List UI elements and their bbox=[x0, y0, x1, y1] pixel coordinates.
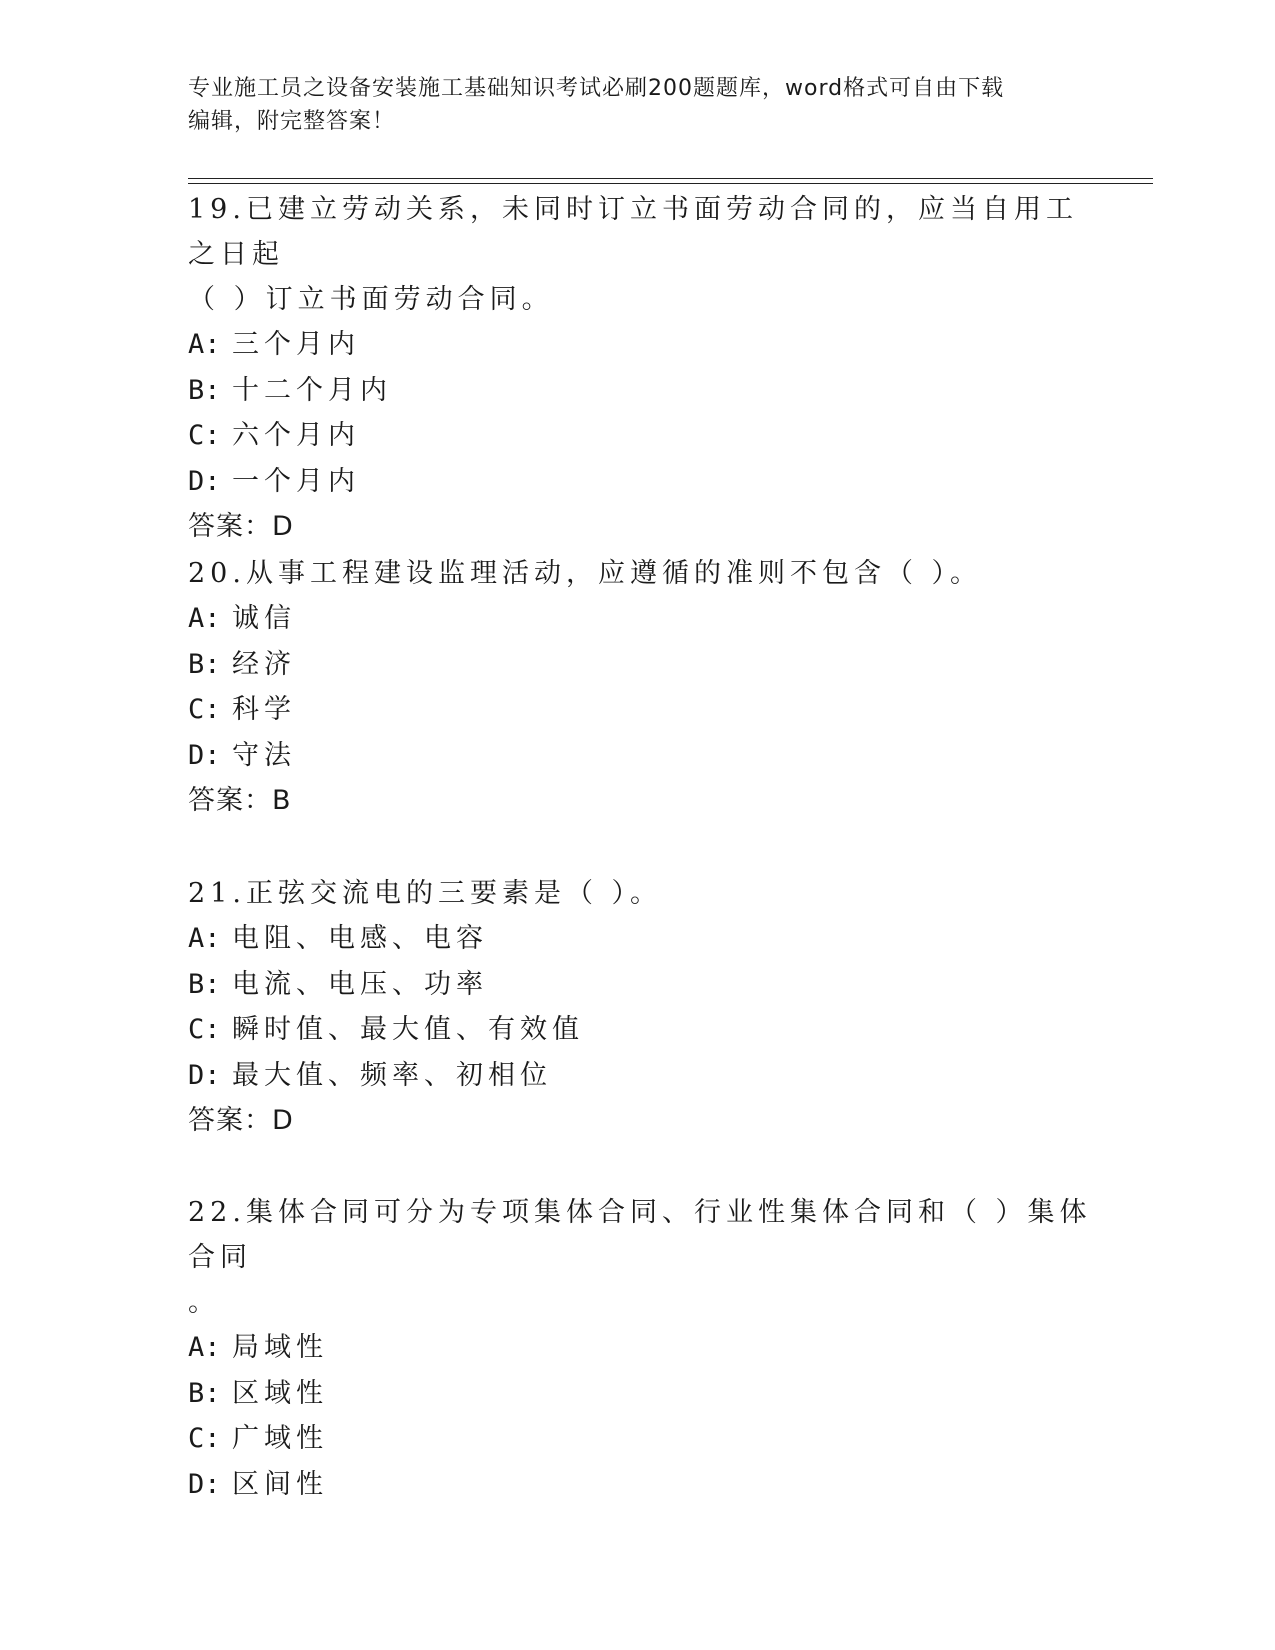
question-stem: 20.从事工程建设监理活动，应遵循的准则不包含（ ）。 bbox=[188, 558, 983, 589]
option-letter: D: bbox=[188, 1468, 221, 1500]
question-22 bbox=[188, 1190, 1108, 1507]
option-letter: C: bbox=[188, 1014, 221, 1045]
option-b bbox=[188, 962, 1108, 1008]
option-letter: D: bbox=[188, 1059, 221, 1091]
option-a bbox=[188, 1325, 1108, 1371]
question-21 bbox=[188, 871, 1108, 1143]
option-b bbox=[188, 1371, 1108, 1417]
question-stem: 19.已建立劳动关系，未同时订立书面劳动合同的，应当自用工之日起 bbox=[188, 194, 1078, 270]
header-line-2: 编辑，附完整答案！ bbox=[188, 109, 396, 134]
option-text: 电阻、电感、电容 bbox=[232, 923, 488, 954]
option-b bbox=[188, 368, 1108, 414]
option-text: 电流、电压、功率 bbox=[232, 968, 488, 1000]
option-text: 经济 bbox=[232, 648, 296, 680]
option-d bbox=[188, 459, 1108, 505]
option-text: 科学 bbox=[232, 694, 296, 725]
option-text: 守法 bbox=[232, 739, 296, 771]
option-text: 区域性 bbox=[232, 1377, 328, 1409]
option-text: 十二个月内 bbox=[232, 374, 392, 406]
option-d bbox=[188, 733, 1108, 779]
option-text: 瞬时值、最大值、有效值 bbox=[232, 1014, 584, 1045]
option-letter: B: bbox=[188, 374, 221, 406]
option-text: 六个月内 bbox=[232, 420, 360, 451]
option-c bbox=[188, 687, 1108, 733]
option-letter: A: bbox=[188, 1332, 221, 1363]
option-a bbox=[188, 916, 1108, 962]
option-d bbox=[188, 1462, 1108, 1508]
option-letter: C: bbox=[188, 694, 221, 725]
document-header bbox=[188, 72, 1088, 138]
option-letter: B: bbox=[188, 968, 221, 1000]
option-a bbox=[188, 322, 1108, 368]
option-c bbox=[188, 1007, 1108, 1053]
answer-text: 答案：B bbox=[188, 785, 292, 816]
option-text: 一个月内 bbox=[232, 465, 360, 497]
option-letter: B: bbox=[188, 1377, 221, 1409]
option-letter: D: bbox=[188, 465, 221, 497]
option-letter: A: bbox=[188, 329, 221, 360]
question-20 bbox=[188, 551, 1108, 823]
option-a bbox=[188, 596, 1108, 642]
option-text: 最大值、频率、初相位 bbox=[232, 1059, 552, 1091]
question-stem-continued: （ ）订立书面劳动合同。 bbox=[188, 284, 554, 315]
option-c bbox=[188, 413, 1108, 459]
option-text: 三个月内 bbox=[232, 329, 360, 360]
option-letter: A: bbox=[188, 603, 221, 634]
header-divider-bottom bbox=[188, 183, 1153, 184]
question-stem: 21.正弦交流电的三要素是（ ）。 bbox=[188, 878, 663, 909]
question-stem: 22.集体合同可分为专项集体合同、行业性集体合同和（ ）集体合同 bbox=[188, 1197, 1092, 1273]
header-divider-top bbox=[188, 178, 1153, 179]
option-text: 区间性 bbox=[232, 1468, 328, 1500]
question-stem-continued: 。 bbox=[188, 1287, 220, 1318]
question-19 bbox=[188, 187, 1108, 549]
option-letter: B: bbox=[188, 648, 221, 680]
option-text: 诚信 bbox=[232, 603, 296, 634]
option-b bbox=[188, 642, 1108, 688]
option-letter: D: bbox=[188, 739, 221, 771]
header-line-1: 专业施工员之设备安装施工基础知识考试必刷200题题库，word格式可自由下载 bbox=[188, 76, 1005, 101]
option-letter: C: bbox=[188, 1423, 221, 1454]
option-letter: C: bbox=[188, 420, 221, 451]
option-d bbox=[188, 1053, 1108, 1099]
answer-text: 答案：D bbox=[188, 511, 294, 542]
answer-text: 答案：D bbox=[188, 1105, 294, 1136]
option-c bbox=[188, 1416, 1108, 1462]
option-text: 广域性 bbox=[232, 1423, 328, 1454]
option-text: 局域性 bbox=[232, 1332, 328, 1363]
option-letter: A: bbox=[188, 923, 221, 954]
